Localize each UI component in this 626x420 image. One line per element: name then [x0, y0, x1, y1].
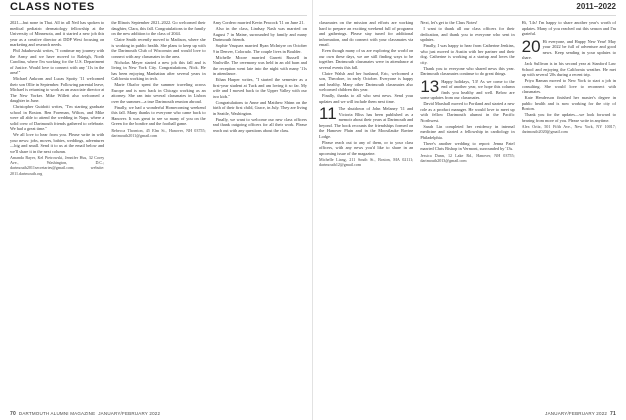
paragraph: Finally, I was happy to hear from Catherine Jenkins, who just moved to Austin with her partner and their dog. Catherine is working at a startup and loves the city.	[420, 43, 515, 65]
paragraph: Happy holidays, '13! As we come to the end of another year, we hope this column finds you healthy and well. Below are some updates from our classmates.	[420, 78, 515, 100]
paragraph: Marie Okafor spent the summer traveling across Europe and is now back in Chicago working as an attorney. She ran into several classmates in Lisbon over the summer—a true Dartmouth reunion abroad.	[111, 82, 206, 104]
class-secretary-signature: Amanda Bayer, Kel Pietrowski, Jennifer Hsu, 32 Corey Ave., Washington, D.C.; dartmouth2011secretaries@gmail.com; website: 2011.dartmouth.org	[10, 155, 105, 176]
paragraph: the Illinois September 2021–2022. Go welcomed their daughter, Clara, this fall. Congratulations to the family on the new addition to the class of 2044.	[111, 20, 206, 36]
paragraph: Nicholas Meyer started a new job this fall and is living in New York City. Congratulations, Nick. He has been enjoying Manhattan after several years in California working in tech.	[111, 59, 206, 81]
class-secretary-signature: Rebecca Thornton, 45 Elm St., Hanover, NH 03755; dartmouth2011@gmail.com	[111, 127, 206, 138]
paragraph: Even though many of us are exploring the world on our own these days, we are still finding ways to be together. Dartmouth classmates were in attendance at several events this fall.	[319, 48, 414, 70]
paragraph: Sophie Vasquez married Ryan McIntyre on October 9 in Denver, Colorado. The couple lives in Boulder.	[212, 43, 307, 54]
paragraph: Finally, we want to welcome our new class officers and thank outgoing officers for all their work. Please reach out with any questions about the class.	[212, 116, 307, 133]
page-header	[319, 0, 616, 16]
paragraph: Thank you to everyone who shared news this year. Dartmouth classmates continue to do great things.	[420, 65, 515, 76]
issue-date: JANUARY/FEBRUARY 2022	[98, 411, 161, 416]
paragraph: classmates on the mission and efforts are working hard to prepare an exciting weekend full of programs and gatherings. Please stay tuned for additional information, and do connect with your classmates via email.	[319, 20, 414, 47]
paragraph: I want to thank all our class officers for their dedication, and thank you to everyone who sent in updates.	[420, 26, 515, 42]
class-entry	[521, 36, 616, 61]
class-secretary-signature: Jessica Dunn, 12 Lake Rd., Hanover, NH 03755; dartmouth2013@gmail.com	[420, 152, 515, 163]
paragraph: 2021—but none in Thai. All in all Neil has spoken to medical pediatric dermatology fellowship at the University of Minnesota, and it started a new job this year as a creative director at DDP West focusing on marketing and research needs.	[10, 20, 105, 47]
paragraph: David Marshall moved to Portland and started a new role as a product manager. He would love to meet up with fellow Dartmouth alumni in the Pacific Northwest.	[420, 101, 515, 123]
paragraph: Sarah Lin completed her residency in internal medicine and started a fellowship in cardiology in Philadelphia.	[420, 123, 515, 140]
paragraph: Congratulations to Anne and Matthew Shinn on the birth of their first child, Grace, in July. They are living in Seattle, Washington.	[212, 99, 307, 116]
page-footer	[545, 411, 616, 417]
class-secretary-signature: Alex Ortiz, 501 Fifth Ave., New York, NY 10017; dartmouth2020@gmail.com	[521, 124, 616, 135]
paragraph: Also in the class, Lindsay Nash was married on August 7 in Maine, surrounded by family and many Dartmouth friends.	[212, 26, 307, 42]
section-title: CLASS NOTES	[10, 1, 95, 13]
paragraph: Jack Sullivan is in his second year at Stanford Law School and enjoying the California weather. He met up with several '20s during a recent trip.	[521, 61, 616, 77]
paragraph: Finally, we had a wonderful Homecoming weekend this fall. Many thanks to everyone who came back to Hanover. It was great to see so many of you on the Green for the bonfire and the football game.	[111, 104, 206, 126]
paragraph: Hi, '14s! I'm happy to share another year's worth of updates. Many of you reached out this season and I'm grateful.	[521, 20, 616, 36]
paragraph: Next, let's get to the Class Notes!	[420, 20, 478, 25]
paragraph: Kate Henderson finished her master's degree in public health and is now working for the city of Boston.	[521, 95, 616, 111]
publication-name: DARTMOUTH ALUMNI MAGAZINE	[18, 411, 96, 416]
page-number: 70	[10, 411, 16, 417]
paragraph: Claire Smith recently moved to Madison, where she is working in public health. She plans to keep up with the Dartmouth Club of Wisconsin and would love to connect with any classmates in the area.	[111, 37, 206, 59]
paragraph: Amy Cordero married Kevin Peacock '11 on June 21.	[212, 20, 305, 25]
paragraph: We all love to hear from you. Please write in with your news: jobs, moves, babies, weddings, adventures—big and small. Send it to us at the email below and we'll share it in the next column.	[10, 132, 105, 154]
class-year-numeral: 11	[319, 104, 337, 123]
page-number: 71	[610, 411, 616, 417]
class-entry	[319, 106, 413, 139]
paragraph: Please reach out to any of them, or to your class officers, with any news you'd like to share in an upcoming issue of the magazine.	[319, 139, 414, 156]
class-year-range: 2011–2022	[576, 2, 616, 11]
column	[420, 20, 514, 406]
paragraph: Michelle Moore married Garrett Russell in Nashville. The ceremony was held in an old barn and the reception went late into the night with many '11s in attendance.	[212, 54, 307, 76]
class-entry	[420, 76, 515, 101]
column	[319, 20, 413, 406]
right-page	[313, 0, 626, 420]
paragraph: Priya Raman moved to New York to start a job in consulting. She would love to reconnect with classmates.	[521, 78, 616, 94]
page-footer	[10, 411, 160, 417]
paragraph: Thank you for the updates—we look forward to hearing from more of you. Please write in anytime.	[521, 112, 616, 123]
paragraph: Finally, thanks to all who sent news. Send your updates and we will include them next time.	[319, 93, 414, 104]
class-year-numeral: 13	[420, 76, 440, 96]
issue-date: JANUARY/FEBRUARY 2022	[545, 411, 608, 416]
class-year-numeral: 20	[521, 36, 541, 56]
paragraph: Claire Walsh and her husband, Eric, welcomed a son, Theodore, in early October. Everyone is happy and healthy. Many other Dartmouth classmates also welcomed children this year.	[319, 70, 414, 92]
right-columns	[319, 20, 616, 406]
column	[111, 20, 205, 406]
left-columns	[10, 20, 307, 406]
paragraph: The shutdown of John Melaney '11 and Victoria Bliss has been published as a memoir about their years at Dartmouth and beyond. The book recounts the friendships formed on the Hanover Plain and in the Moosilauke Ravine Lodge.	[319, 106, 414, 139]
class-secretary-signature: Michelle Liang, 211 South St., Boston, MA 02111; dartmouth12@gmail.com	[319, 157, 414, 168]
page-header	[10, 0, 307, 16]
paragraph: Christopher Guidotti writes, "I'm starting graduate school in Boston. Ben Foreman, Wilton, and Mike were all able to attend the wedding in Napa, where a solid crew of Dartmouth friends gathered to celebrate. We had a great time."	[10, 104, 105, 131]
paragraph: Hi everyone, and Happy New Year! May your 2022 be full of adventure and good news. Keep sending in your updates to share.	[521, 38, 616, 60]
paragraph: Phil Jakubowski writes, "I continue my journey with the Army and we have moved to Raleigh, North Carolina, where I'm working for the U.S. Department of Justice. Would love to connect with any '11s in the area!"	[10, 48, 105, 75]
column	[522, 20, 616, 406]
paragraph: Michael Ankrom and Lucas Spotty '11 welcomed their son Ollie in September. Following parental leave, Michael is returning to work as an associate director at The New Yorker. Mike Willett also welcomed a daughter in June.	[10, 76, 105, 103]
column	[10, 20, 104, 406]
column	[213, 20, 307, 406]
paragraph: Ethan Harper writes, "I started the semester as a first-year student at Tuck and am loving it so far. My wife and I moved back to the Upper Valley with our two kids."	[212, 77, 307, 99]
paragraph: There's another wedding to report: Jenna Patel married Chris Bishop in Vermont, surrounded by '13s.	[420, 140, 515, 151]
